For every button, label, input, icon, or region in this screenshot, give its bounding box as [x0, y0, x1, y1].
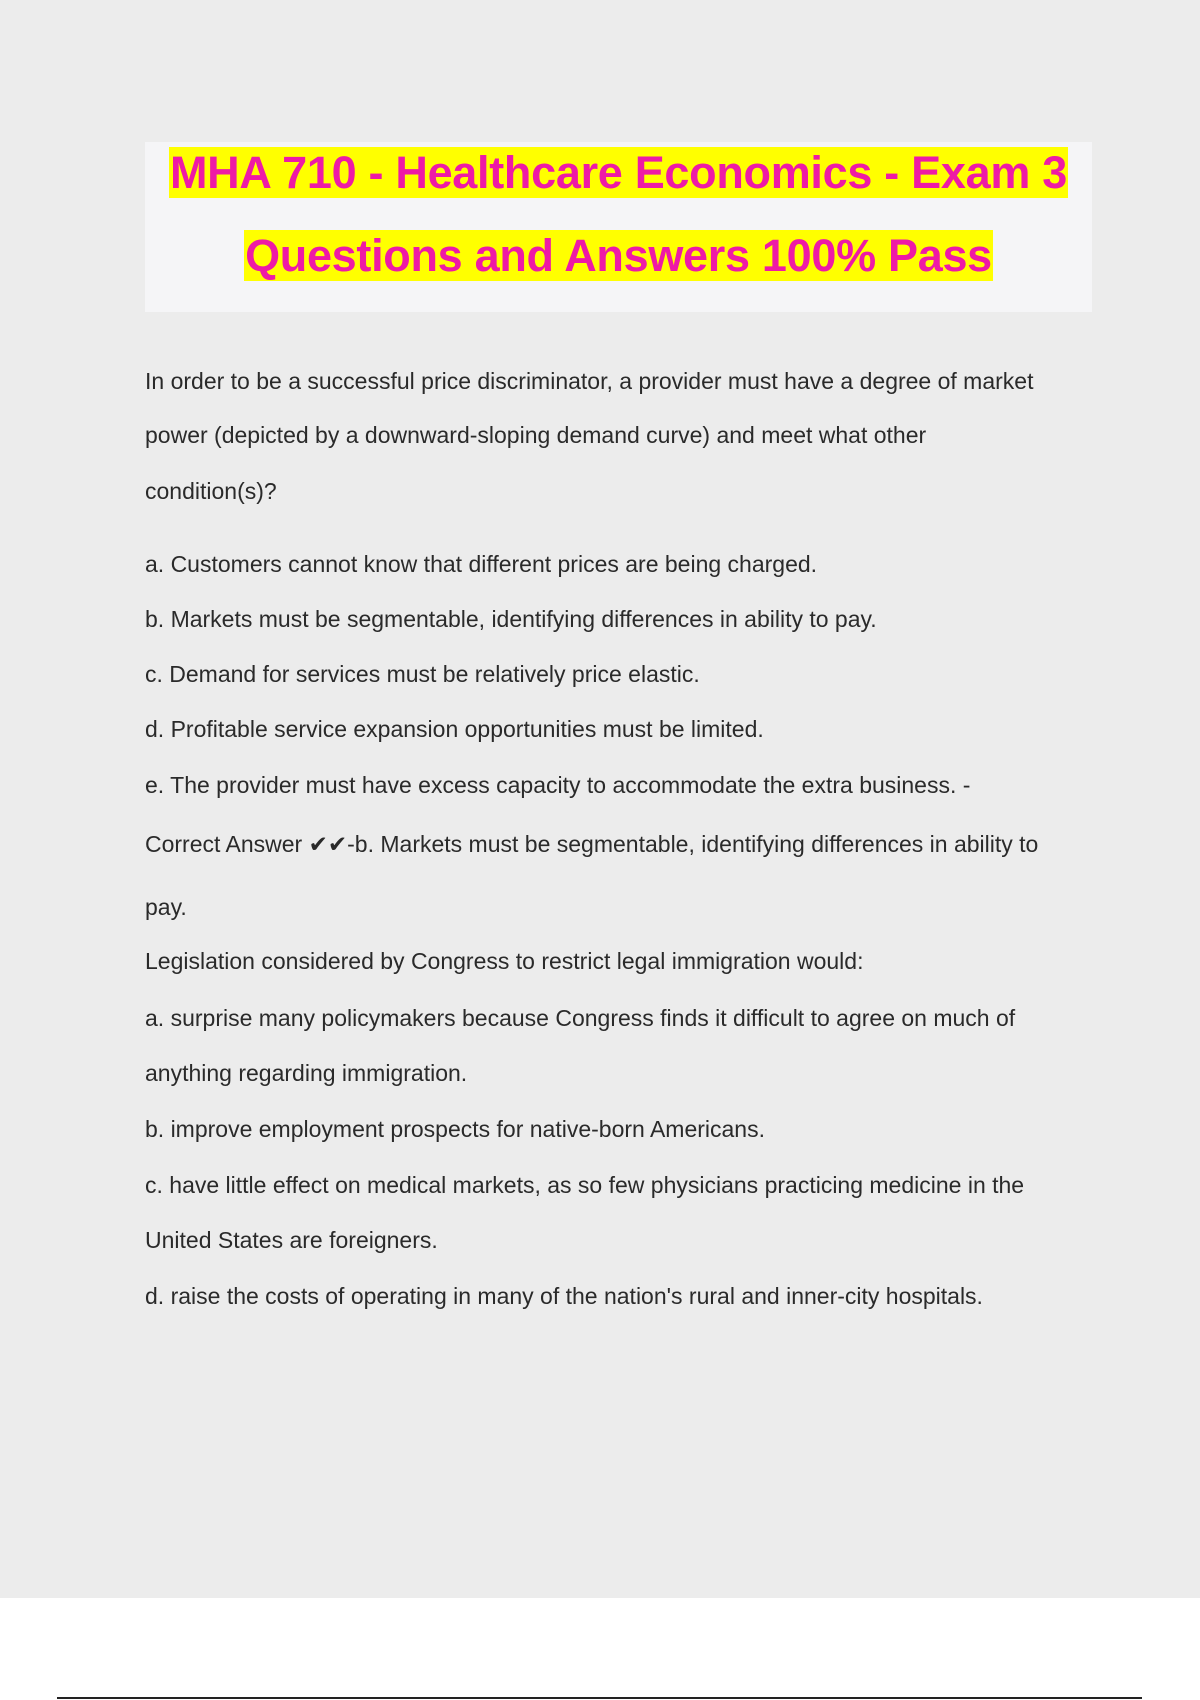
question-1-option-d: d. Profitable service expansion opportunities must be limited. — [145, 716, 764, 742]
question-1-text-line-3: condition(s)? — [145, 478, 277, 504]
question-1-option-c: c. Demand for services must be relatively price elastic. — [145, 661, 700, 687]
question-2-option-a-line-1: a. surprise many policymakers because Congress finds it difficult to agree on much of — [145, 1005, 1016, 1031]
question-1-option-e: e. The provider must have excess capacity to accommodate the extra business. - — [145, 772, 971, 798]
question-2-option-a-line-2: anything regarding immigration. — [145, 1060, 468, 1086]
document-title-line-2 — [145, 229, 1092, 283]
footer-divider — [57, 1697, 1142, 1699]
question-1-option-b: b. Markets must be segmentable, identifying differences in ability to pay. — [145, 606, 877, 632]
question-1-text-line-2: power (depicted by a downward-sloping demand curve) and meet what other — [145, 422, 927, 448]
question-1-text-line-1: In order to be a successful price discriminator, a provider must have a degree of market — [145, 368, 1034, 394]
title-highlight-2: Questions and Answers 100% Pass — [245, 230, 992, 281]
document-title-line-1 — [145, 146, 1092, 200]
question-2-option-c-line-2: United States are foreigners. — [145, 1227, 438, 1253]
question-2-option-c-line-1: c. have little effect on medical markets, as so few physicians practicing medicine in the — [145, 1172, 1025, 1198]
question-2-option-b: b. improve employment prospects for native-born Americans. — [145, 1116, 765, 1142]
question-1-correct-answer: Correct Answer ✔✔-b. Markets must be segmentable, identifying differences in ability to — [145, 831, 1039, 857]
question-2-option-d: d. raise the costs of operating in many of the nation's rural and inner-city hospitals. — [145, 1283, 983, 1309]
question-1-option-a: a. Customers cannot know that different prices are being charged. — [145, 551, 818, 577]
question-1-correct-answer-continued: pay. — [145, 894, 187, 920]
title-highlight-1: MHA 710 - Healthcare Economics - Exam 3 — [170, 147, 1067, 198]
question-2-text: Legislation considered by Congress to restrict legal immigration would: — [145, 948, 864, 974]
